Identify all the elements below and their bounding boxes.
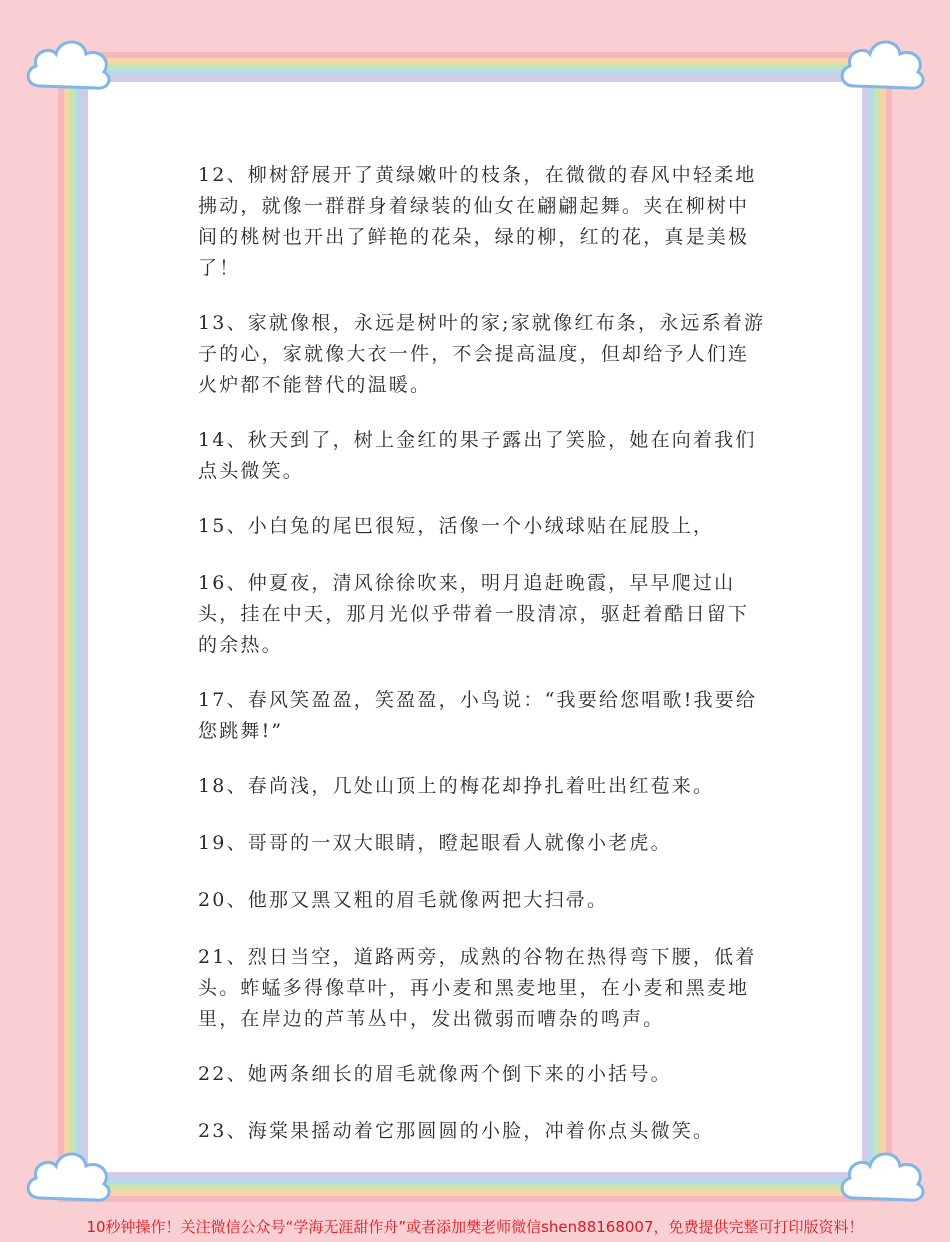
sentence-item: 16、仲夏夜，清风徐徐吹来，明月追赶晚霞，早早爬过山头，挂在中天，那月光似乎带着一股清凉，驱赶着酷日留下的余热。 [198,572,750,656]
sentence-item: 15、小白兔的尾巴很短，活像一个小绒球贴在屁股上， [198,515,715,537]
sentence-item: 23、海棠果摇动着它那圆圆的小脸，冲着你点头微笑。 [198,1120,715,1142]
sentence-item: 19、哥哥的一双大眼睛，瞪起眼看人就像小老虎。 [198,832,672,854]
sentence-item: 21、烈日当空，道路两旁，成熟的谷物在热得弯下腰，低着头。蚱蜢多得像草叶，再小麦和黑麦地里，在小麦和黑麦地里，在岸边的芦苇丛中，发出微弱而嘈杂的鸣声。 [198,946,757,1030]
sentence-item: 17、春风笑盈盈，笑盈盈，小鸟说：“我要给您唱歌!我要给您跳舞!” [198,689,758,742]
sentence-item: 13、家就像根，永远是树叶的家;家就像红布条，永远系着游子的心，家就像大衣一件，不会提高温度，但却给予人们连火炉都不能替代的温暖。 [198,312,766,396]
sentence-item: 18、春尚浅，几处山顶上的梅花却挣扎着吐出红苞来。 [198,775,715,797]
sentence-item: 12、柳树舒展开了黄绿嫩叶的枝条，在微微的春风中轻柔地拂动，就像一群群身着绿装的仙女在翩翩起舞。夹在柳树中间的桃树也开出了鲜艳的花朵，绿的柳，红的花，真是美极了！ [198,164,757,279]
cloud-icon [20,1140,116,1208]
sentence-item: 20、他那又黑又粗的眉毛就像两把大扫帚。 [198,889,609,911]
footer-promo-text: 10秒钟操作！关注微信公众号“学海无涯甜作舟”或者添加樊老师微信shen88168007，免费提供完整可打印版资料！ [86,1218,864,1236]
cloud-icon [834,28,930,96]
sentence-item: 14、秋天到了，树上金红的果子露出了笑脸，她在向着我们点头微笑。 [198,429,757,482]
cloud-icon [834,1140,930,1208]
sentence-list [198,160,770,1173]
sentence-item: 22、她两条细长的眉毛就像两个倒下来的小括号。 [198,1063,672,1085]
cloud-icon [20,28,116,96]
